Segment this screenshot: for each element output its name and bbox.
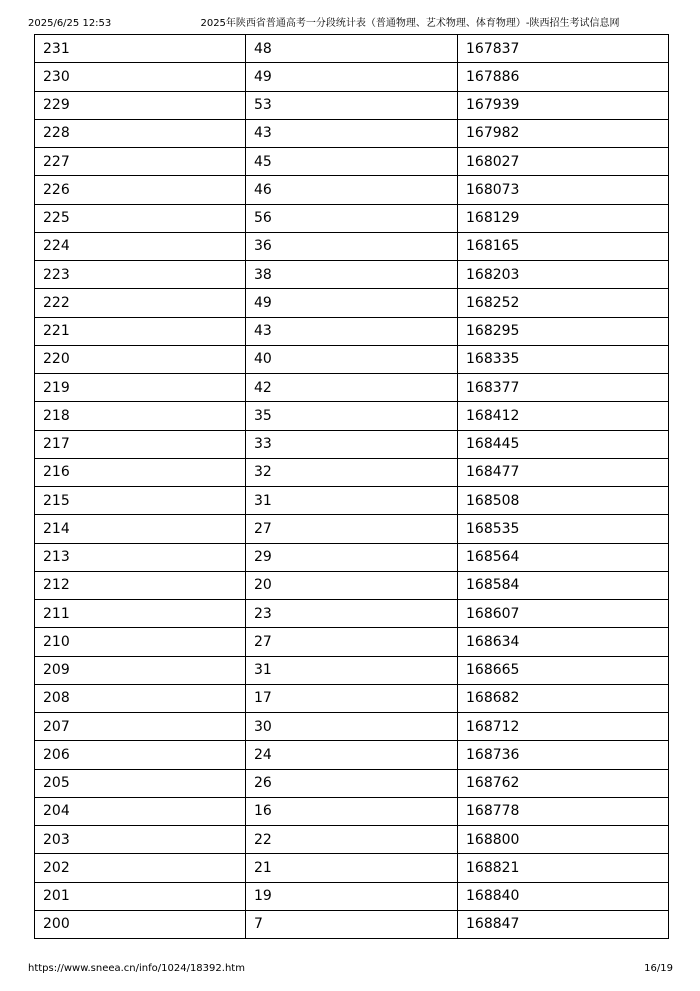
table-row <box>35 374 669 402</box>
score-cell: 217 <box>35 430 246 458</box>
count-cell: 24 <box>246 741 458 769</box>
score-cell: 216 <box>35 458 246 486</box>
table-row <box>35 797 669 825</box>
count-cell: 31 <box>246 656 458 684</box>
score-cell: 215 <box>35 487 246 515</box>
table-row <box>35 345 669 373</box>
score-cell: 204 <box>35 797 246 825</box>
score-cell: 211 <box>35 600 246 628</box>
score-cell: 201 <box>35 882 246 910</box>
count-cell: 26 <box>246 769 458 797</box>
count-cell: 32 <box>246 458 458 486</box>
table-row <box>35 402 669 430</box>
count-cell: 49 <box>246 289 458 317</box>
score-distribution-table <box>34 34 669 939</box>
table-row <box>35 656 669 684</box>
score-cell: 226 <box>35 176 246 204</box>
cumulative-cell: 168377 <box>458 374 669 402</box>
score-cell: 225 <box>35 204 246 232</box>
score-cell: 224 <box>35 232 246 260</box>
score-cell: 221 <box>35 317 246 345</box>
cumulative-cell: 168564 <box>458 543 669 571</box>
score-cell: 202 <box>35 854 246 882</box>
table-row <box>35 35 669 63</box>
score-cell: 230 <box>35 63 246 91</box>
score-cell: 214 <box>35 515 246 543</box>
count-cell: 16 <box>246 797 458 825</box>
table-row <box>35 289 669 317</box>
cumulative-cell: 168800 <box>458 826 669 854</box>
table-row <box>35 882 669 910</box>
count-cell: 46 <box>246 176 458 204</box>
cumulative-cell: 168508 <box>458 487 669 515</box>
score-cell: 209 <box>35 656 246 684</box>
table-row <box>35 628 669 656</box>
table-row <box>35 317 669 345</box>
count-cell: 42 <box>246 374 458 402</box>
score-cell: 220 <box>35 345 246 373</box>
cumulative-cell: 168634 <box>458 628 669 656</box>
cumulative-cell: 168412 <box>458 402 669 430</box>
count-cell: 56 <box>246 204 458 232</box>
cumulative-cell: 168477 <box>458 458 669 486</box>
cumulative-cell: 168712 <box>458 713 669 741</box>
count-cell: 36 <box>246 232 458 260</box>
score-cell: 231 <box>35 35 246 63</box>
cumulative-cell: 168535 <box>458 515 669 543</box>
cumulative-cell: 168682 <box>458 684 669 712</box>
score-cell: 207 <box>35 713 246 741</box>
count-cell: 49 <box>246 63 458 91</box>
cumulative-cell: 168129 <box>458 204 669 232</box>
cumulative-cell: 168165 <box>458 232 669 260</box>
score-cell: 218 <box>35 402 246 430</box>
cumulative-cell: 168252 <box>458 289 669 317</box>
count-cell: 38 <box>246 261 458 289</box>
table-row <box>35 261 669 289</box>
table-row <box>35 232 669 260</box>
count-cell: 23 <box>246 600 458 628</box>
score-cell: 203 <box>35 826 246 854</box>
count-cell: 35 <box>246 402 458 430</box>
table-row <box>35 769 669 797</box>
count-cell: 20 <box>246 571 458 599</box>
count-cell: 43 <box>246 317 458 345</box>
score-cell: 229 <box>35 91 246 119</box>
table-row <box>35 571 669 599</box>
table-row <box>35 458 669 486</box>
count-cell: 7 <box>246 910 458 938</box>
count-cell: 21 <box>246 854 458 882</box>
cumulative-cell: 167837 <box>458 35 669 63</box>
table-row <box>35 910 669 938</box>
footer-url: https://www.sneea.cn/info/1024/18392.htm <box>28 963 245 974</box>
count-cell: 53 <box>246 91 458 119</box>
score-cell: 212 <box>35 571 246 599</box>
score-cell: 223 <box>35 261 246 289</box>
cumulative-cell: 167982 <box>458 119 669 147</box>
cumulative-cell: 168335 <box>458 345 669 373</box>
score-table-container <box>34 34 668 939</box>
page-title: 2025年陕西省普通高考一分段统计表（普通物理、艺术物理、体育物理）-陕西招生考试信息网 <box>200 18 620 29</box>
score-cell: 219 <box>35 374 246 402</box>
table-row <box>35 176 669 204</box>
cumulative-cell: 168821 <box>458 854 669 882</box>
score-cell: 206 <box>35 741 246 769</box>
print-datetime: 2025/6/25 12:53 <box>28 18 112 29</box>
cumulative-cell: 168840 <box>458 882 669 910</box>
count-cell: 17 <box>246 684 458 712</box>
cumulative-cell: 168073 <box>458 176 669 204</box>
cumulative-cell: 168847 <box>458 910 669 938</box>
count-cell: 45 <box>246 148 458 176</box>
count-cell: 43 <box>246 119 458 147</box>
count-cell: 30 <box>246 713 458 741</box>
cumulative-cell: 168665 <box>458 656 669 684</box>
count-cell: 27 <box>246 515 458 543</box>
table-row <box>35 741 669 769</box>
page-number: 16/19 <box>644 963 673 974</box>
table-row <box>35 600 669 628</box>
table-body <box>35 35 669 939</box>
count-cell: 27 <box>246 628 458 656</box>
score-cell: 200 <box>35 910 246 938</box>
cumulative-cell: 168203 <box>458 261 669 289</box>
table-row <box>35 487 669 515</box>
table-row <box>35 826 669 854</box>
score-cell: 210 <box>35 628 246 656</box>
cumulative-cell: 168736 <box>458 741 669 769</box>
table-row <box>35 515 669 543</box>
score-cell: 228 <box>35 119 246 147</box>
count-cell: 22 <box>246 826 458 854</box>
table-row <box>35 854 669 882</box>
cumulative-cell: 168295 <box>458 317 669 345</box>
score-cell: 205 <box>35 769 246 797</box>
count-cell: 33 <box>246 430 458 458</box>
table-row <box>35 119 669 147</box>
table-row <box>35 713 669 741</box>
count-cell: 48 <box>246 35 458 63</box>
table-row <box>35 148 669 176</box>
table-row <box>35 684 669 712</box>
cumulative-cell: 167886 <box>458 63 669 91</box>
table-row <box>35 543 669 571</box>
cumulative-cell: 168778 <box>458 797 669 825</box>
count-cell: 31 <box>246 487 458 515</box>
score-cell: 222 <box>35 289 246 317</box>
score-cell: 227 <box>35 148 246 176</box>
table-row <box>35 63 669 91</box>
count-cell: 19 <box>246 882 458 910</box>
score-cell: 208 <box>35 684 246 712</box>
cumulative-cell: 168445 <box>458 430 669 458</box>
cumulative-cell: 168027 <box>458 148 669 176</box>
table-row <box>35 204 669 232</box>
cumulative-cell: 168607 <box>458 600 669 628</box>
score-cell: 213 <box>35 543 246 571</box>
cumulative-cell: 168762 <box>458 769 669 797</box>
count-cell: 29 <box>246 543 458 571</box>
cumulative-cell: 167939 <box>458 91 669 119</box>
table-row <box>35 430 669 458</box>
cumulative-cell: 168584 <box>458 571 669 599</box>
table-row <box>35 91 669 119</box>
count-cell: 40 <box>246 345 458 373</box>
